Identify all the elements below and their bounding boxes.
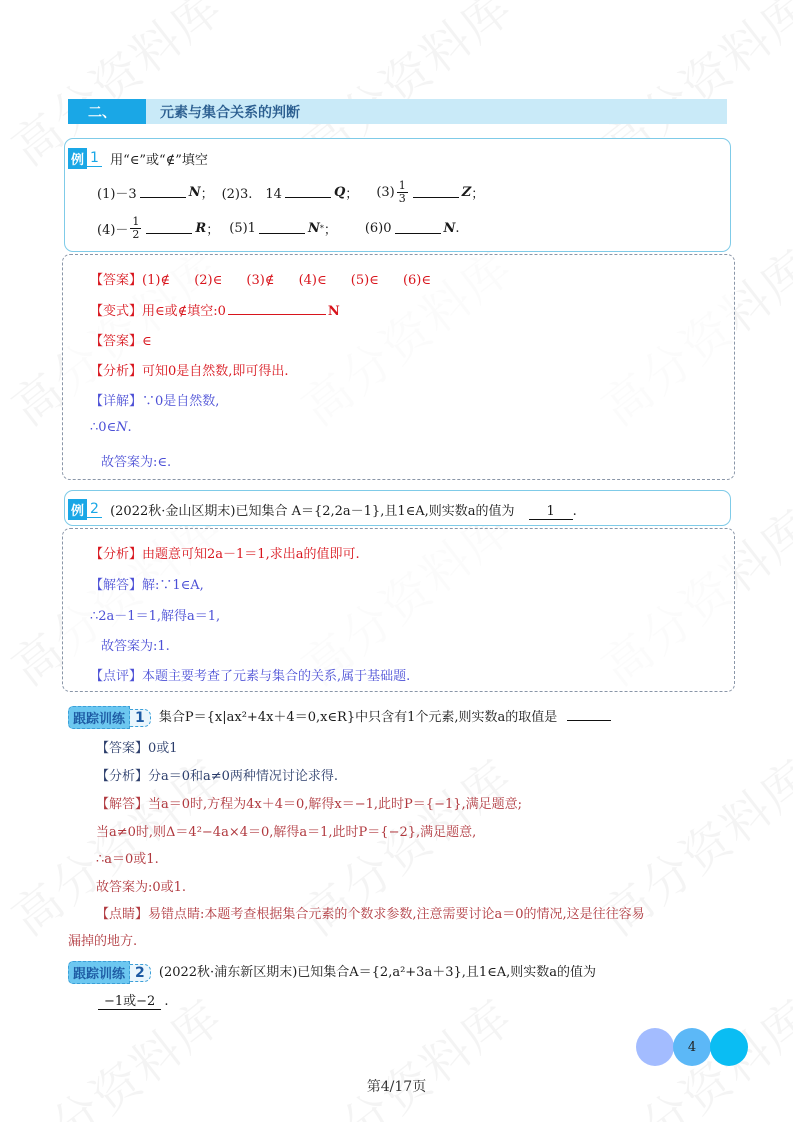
watermark (285, 980, 524, 1122)
section-number: 二、 (68, 99, 146, 124)
answer-blank[interactable] (140, 186, 186, 198)
answer-blank[interactable] (395, 222, 441, 234)
comment-line: 【点评】本题主要考查了元素与集合的关系,属于基础题. (90, 669, 411, 684)
answer-blank[interactable] (567, 709, 611, 721)
answer-blank[interactable] (146, 222, 192, 234)
answer-blank[interactable] (259, 222, 305, 234)
track-1-question: 跟踪训练 1 集合P＝{x|ax²+4x＋4＝0,x∈R}中只含有1个元素,则实数a的取值是 (68, 706, 614, 729)
example-1-row-1: (1)－3 N ； (2)3. 14 Q ； (3) $\frac{1}{3}$ Z ； (97, 178, 485, 205)
example-2-answer[interactable]: 1 (529, 504, 573, 520)
track-1-note-2: 漏掉的地方. (68, 934, 138, 949)
therefore-line: ∴0∈N. (90, 420, 132, 435)
page-footer: 第4/17页 (366, 1079, 427, 1095)
detail-line: 【详解】∵0是自然数, (90, 394, 220, 409)
track-tag: 跟踪训练 1 (68, 706, 151, 729)
solution-line: 【解答】解:∵1∈A, (90, 578, 204, 593)
track-2-question: 跟踪训练 2 (2022秋·浦东新区期末)已知集合A＝{2,a²+3a＋3},且1∈A,则实数a的值为 (68, 961, 596, 984)
example-tag: 例 1 (68, 148, 106, 169)
answer-blank[interactable] (285, 186, 331, 198)
example-1-row-2: (4)－ $\frac{1}{2}$ R ； (5)1 N * ； (6)0 N . (97, 214, 460, 241)
track-1-solution-1: 【解答】当a＝0时,方程为4x＋4＝0,解得x＝−1,此时P＝{−1},满足题意; (96, 797, 523, 812)
example-2-question: 例 2 (2022秋·金山区期末)已知集合 A＝{2,2a－1},且1∈A,则实数a的值为 1 . (68, 499, 577, 520)
track-1-solution-2: 当a≠0时,则Δ＝4²−4a×4＝0,解得a＝1,此时P＝{−2},满足题意, (96, 825, 477, 840)
final-answer-line: 故答案为:1. (101, 639, 170, 654)
variant-answer-line: 【答案】∈ (90, 334, 152, 349)
example-1-prompt-line: 例 1 用“∈”或“∉”填空 (68, 148, 208, 169)
track-1-answer: 【答案】0或1 (96, 741, 178, 756)
track-2-answer[interactable]: −1或−2 (98, 990, 161, 1010)
section-header (68, 99, 727, 124)
track-2-answer-line: −1或−2 . (98, 990, 168, 1010)
example-tag: 例 2 (68, 499, 106, 520)
track-tag: 跟踪训练 2 (68, 961, 151, 984)
track-1-solution-3: ∴a＝0或1. (96, 852, 159, 867)
track-1-analysis: 【分析】分a＝0和a≠0两种情况讨论求得. (96, 769, 339, 784)
badge-circle (710, 1028, 748, 1066)
answer-box-1 (62, 254, 735, 480)
analysis-line: 【分析】由题意可知2a－1＝1,求出a的值即可. (90, 547, 360, 562)
fraction: $\frac{1}{3}$ (398, 178, 406, 205)
badge-circle (636, 1028, 674, 1066)
final-answer-line: 故答案为:∈. (101, 455, 172, 470)
track-1-note-1: 【点睛】易错点睛:本题考查根据集合元素的个数求参数,注意需要讨论a＝0的情况,这是往往容易 (96, 907, 645, 922)
fraction: $\frac{1}{2}$ (132, 214, 140, 241)
answer-blank[interactable] (413, 186, 459, 198)
analysis-line: 【分析】可知0是自然数,即可得出. (90, 364, 289, 379)
section-title: 元素与集合关系的判断 (160, 104, 300, 121)
solution-step-line: ∴2a－1＝1,解得a＝1, (90, 609, 221, 624)
variant-line: 【变式】用∈或∉填空:0 N (90, 304, 340, 319)
badge-circle-number: 4 (673, 1028, 711, 1066)
track-1-solution-4: 故答案为:0或1. (96, 880, 187, 895)
variant-blank[interactable] (228, 303, 326, 315)
page-badge (637, 1028, 748, 1066)
example-1-box (64, 138, 731, 252)
example-2-box (64, 490, 731, 526)
answer-box-2 (62, 528, 735, 692)
answer-line: 【答案】(1)∉ (2)∈ (3)∉ (4)∈ (5)∈ (6)∈ (90, 273, 431, 288)
